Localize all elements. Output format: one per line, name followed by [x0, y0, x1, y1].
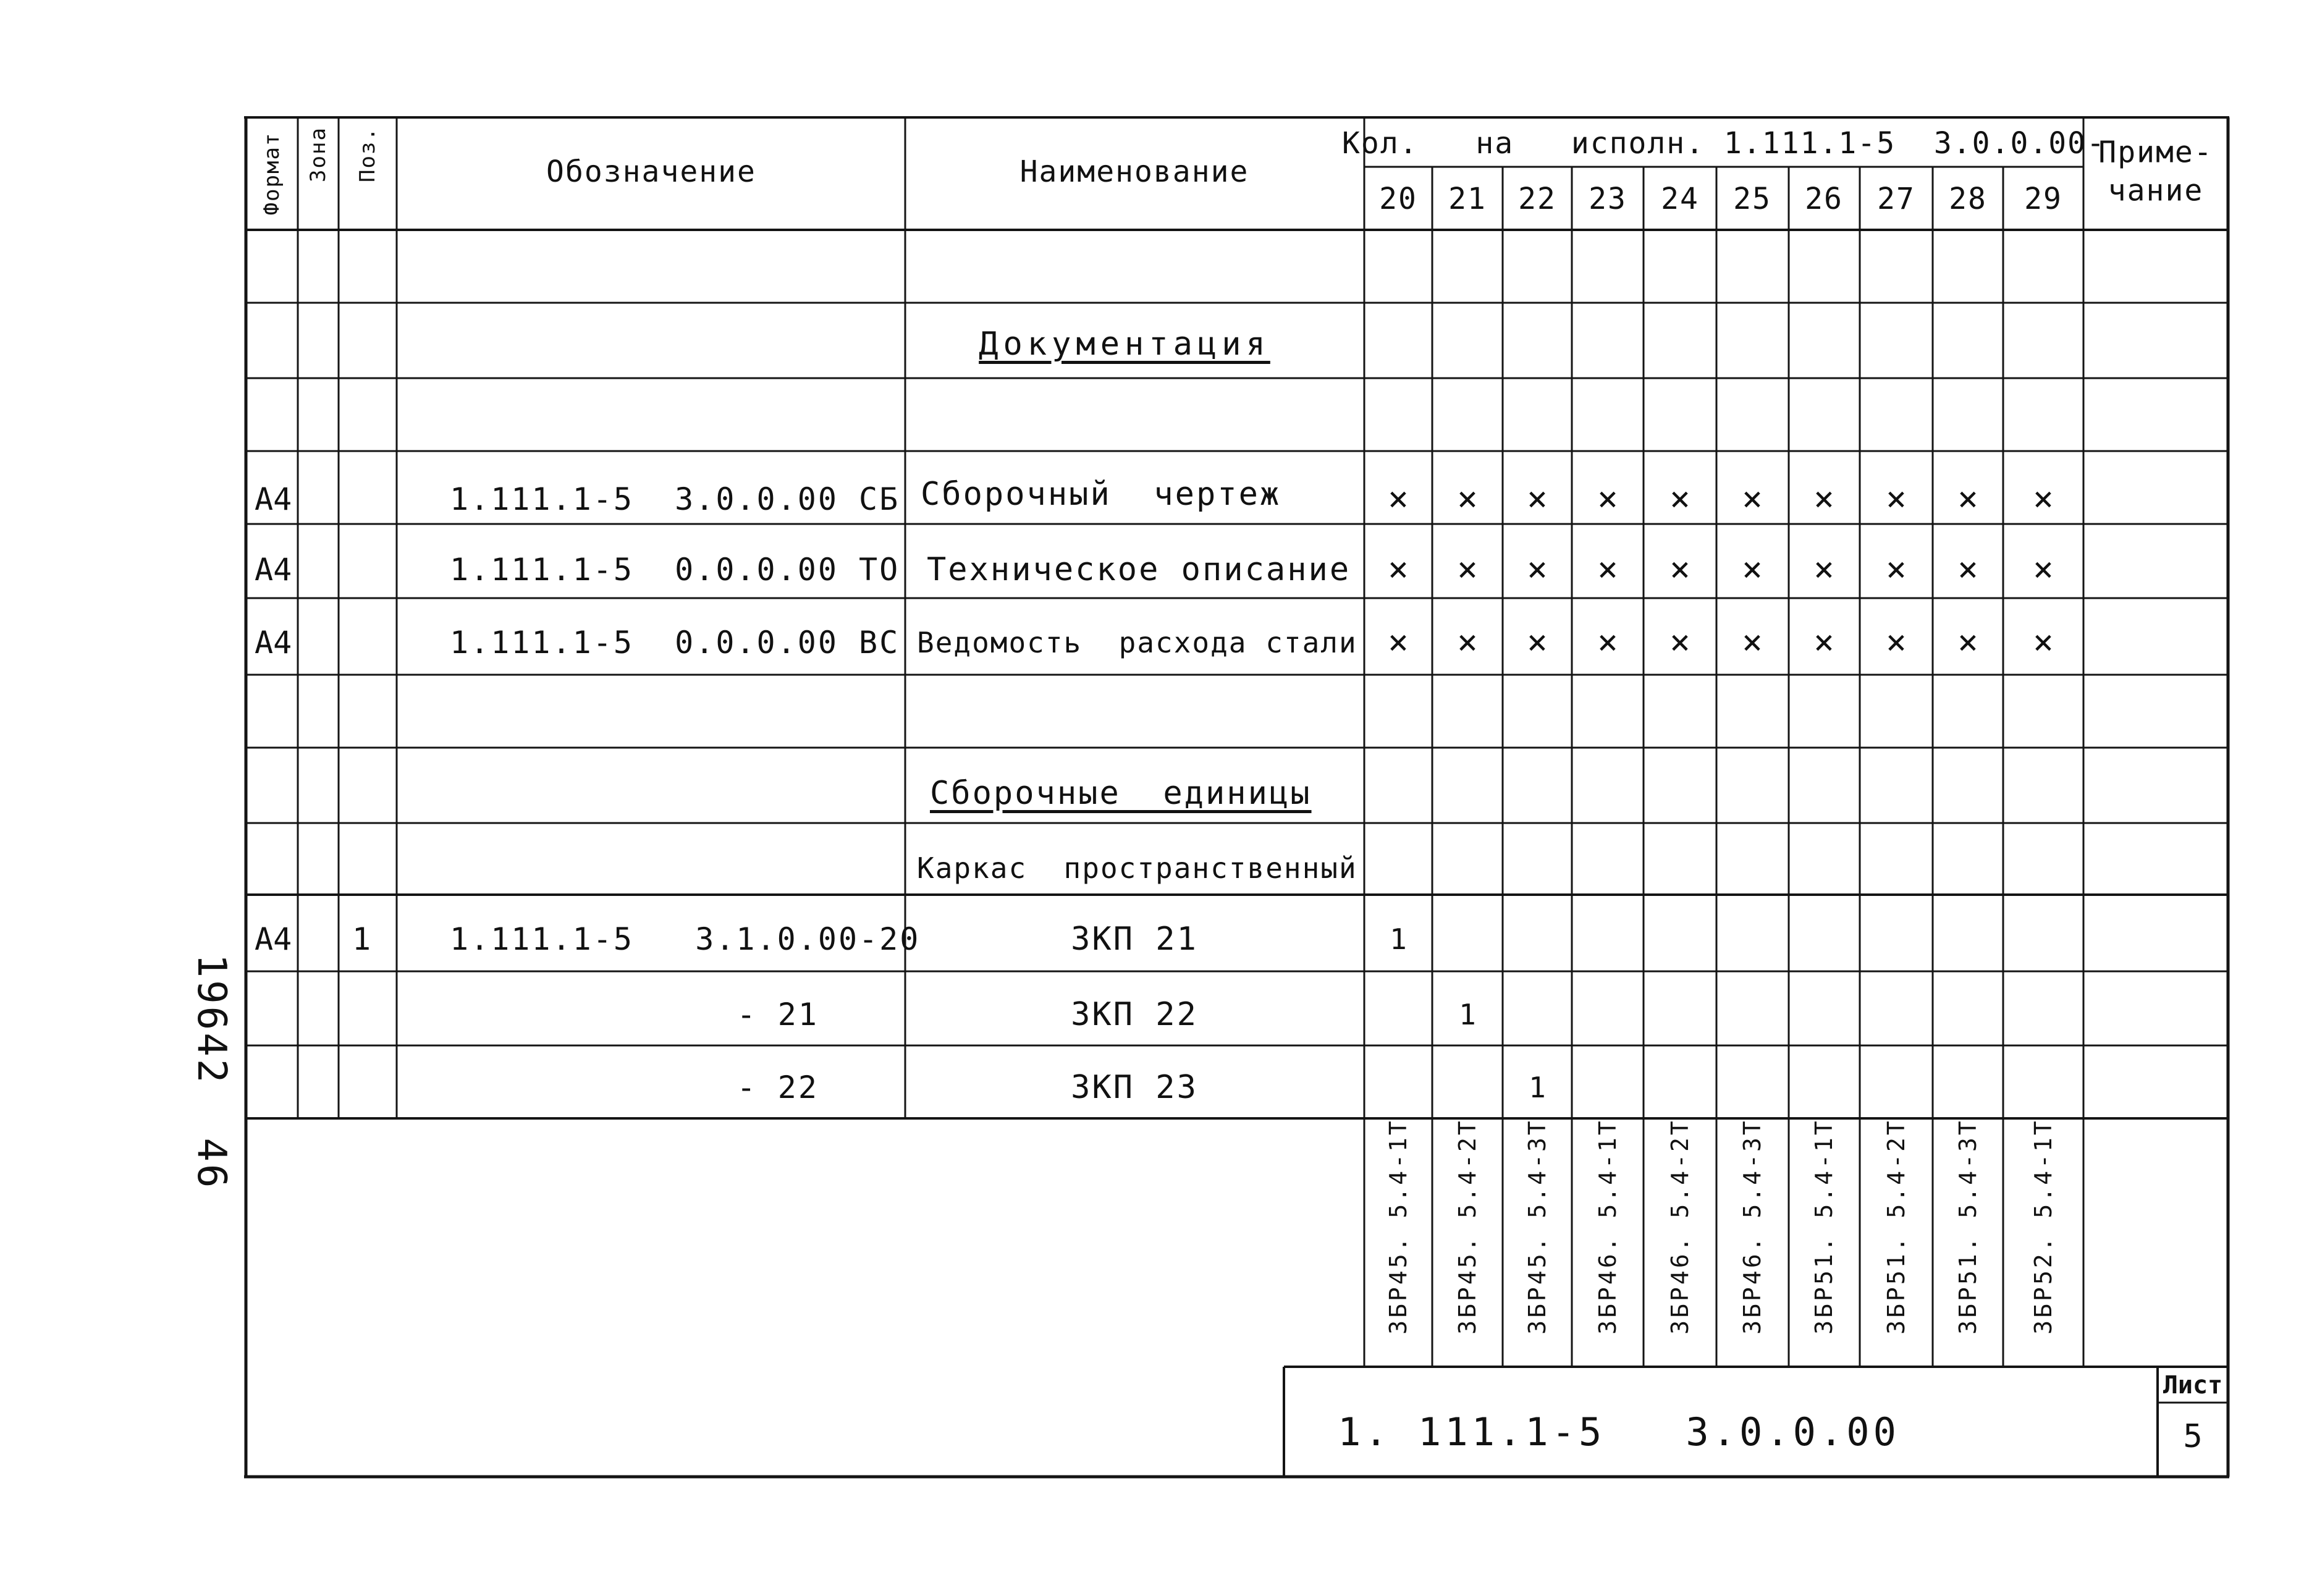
applicability-mark: × — [1957, 479, 1978, 519]
applicability-mark: × — [1457, 549, 1478, 589]
applicability-mark: × — [1597, 622, 1618, 662]
applicability-mark: × — [1597, 549, 1618, 589]
assembly-name: 3КП 21 — [1071, 921, 1198, 958]
product-mark: 3БР51. 5.4-3Т — [1954, 1118, 1981, 1335]
row-format: А4 — [255, 552, 292, 588]
header-note: Приме- чание — [2098, 135, 2213, 208]
row-format: А4 — [255, 625, 292, 661]
header-name: Наименование — [1019, 154, 1249, 189]
qty-column-header: 24 — [1661, 182, 1699, 216]
title-block-designation: 1. 111.1-5 3.0.0.00 — [1338, 1409, 1900, 1455]
assembly-designation: - 22 — [736, 1070, 819, 1105]
applicability-mark: × — [1742, 479, 1763, 519]
applicability-mark: × — [1457, 479, 1478, 519]
applicability-mark: × — [1886, 479, 1907, 519]
frame-label: Каркас пространственный — [917, 851, 1357, 885]
qty-column-header: 29 — [2024, 182, 2062, 216]
section-assembly-units: Сборочные единицы — [930, 775, 1312, 812]
row-name: Сборочный чертеж — [921, 476, 1281, 513]
assembly-qty: 1 — [1390, 923, 1407, 956]
applicability-mark: × — [1597, 479, 1618, 519]
applicability-mark: × — [2033, 549, 2054, 589]
applicability-mark: × — [1527, 479, 1548, 519]
product-mark: 3БР45. 5.4-2Т — [1454, 1118, 1481, 1335]
assembly-name: 3КП 23 — [1071, 1069, 1198, 1106]
applicability-mark: × — [1388, 479, 1409, 519]
applicability-mark: × — [1527, 549, 1548, 589]
row-designation: 1.111.1-5 3.0.0.00 СБ — [450, 481, 900, 517]
applicability-mark: × — [1813, 479, 1834, 519]
section-documentation: Документация — [979, 326, 1270, 363]
applicability-mark: × — [1742, 622, 1763, 662]
applicability-mark: × — [1957, 622, 1978, 662]
row-format: А4 — [255, 481, 292, 517]
row-designation: 1.111.1-5 0.0.0.00 ТО — [450, 552, 900, 588]
applicability-mark: × — [1388, 549, 1409, 589]
sheet-number: 5 — [2183, 1418, 2203, 1455]
assembly-designation: 1.111.1-5 3.1.0.00-20 — [450, 921, 921, 957]
assembly-qty: 1 — [1459, 998, 1476, 1031]
applicability-mark: × — [1813, 549, 1834, 589]
product-mark: 3БР51. 5.4-1Т — [1810, 1118, 1838, 1335]
assembly-designation: - 21 — [736, 997, 819, 1032]
product-mark: 3БР51. 5.4-2Т — [1883, 1118, 1910, 1335]
qty-column-header: 21 — [1448, 182, 1487, 216]
applicability-mark: × — [1669, 479, 1690, 519]
row-name: Техническое описание — [927, 551, 1351, 588]
sheet-label: Лист — [2163, 1371, 2223, 1400]
assembly-pos: 1 — [352, 921, 371, 957]
applicability-mark: × — [2033, 622, 2054, 662]
assembly-format: А4 — [255, 921, 292, 957]
row-name: Ведомость расхода стали — [917, 626, 1357, 659]
product-mark: 3БР52. 5.4-1Т — [2030, 1118, 2057, 1335]
qty-column-header: 28 — [1949, 182, 1987, 216]
applicability-mark: × — [1388, 622, 1409, 662]
applicability-mark: × — [1457, 622, 1478, 662]
qty-column-header: 23 — [1589, 182, 1627, 216]
applicability-mark: × — [1813, 622, 1834, 662]
qty-column-header: 25 — [1733, 182, 1771, 216]
applicability-mark: × — [1886, 549, 1907, 589]
header-format: Формат — [260, 132, 284, 216]
margin-note: 19642 46 — [188, 953, 234, 1191]
product-mark: 3БР45. 5.4-1Т — [1385, 1118, 1412, 1335]
assembly-name: 3КП 22 — [1071, 996, 1198, 1033]
qty-column-header: 26 — [1805, 182, 1843, 216]
qty-column-header: 27 — [1877, 182, 1915, 216]
qty-column-header: 20 — [1379, 182, 1417, 216]
assembly-qty: 1 — [1529, 1071, 1546, 1104]
qty-column-header: 22 — [1518, 182, 1556, 216]
applicability-mark: × — [1669, 622, 1690, 662]
header-designation: Обозначение — [546, 154, 756, 189]
header-zone: Зона — [306, 127, 331, 182]
applicability-mark: × — [1527, 622, 1548, 662]
applicability-mark: × — [1669, 549, 1690, 589]
product-mark: 3БР46. 5.4-1Т — [1594, 1118, 1621, 1335]
row-designation: 1.111.1-5 0.0.0.00 ВС — [450, 625, 900, 661]
applicability-mark: × — [1886, 622, 1907, 662]
applicability-mark: × — [1957, 549, 1978, 589]
applicability-mark: × — [2033, 479, 2054, 519]
header-pos: Поз. — [355, 127, 380, 182]
product-mark: 3БР45. 5.4-3Т — [1524, 1118, 1551, 1335]
applicability-mark: × — [1742, 549, 1763, 589]
product-mark: 3БР46. 5.4-2Т — [1666, 1118, 1694, 1335]
product-mark: 3БР46. 5.4-3Т — [1739, 1118, 1766, 1335]
header-qty-title: Кол. на исполн. 1.111.1-5 3.0.0.00- — [1342, 126, 2106, 161]
